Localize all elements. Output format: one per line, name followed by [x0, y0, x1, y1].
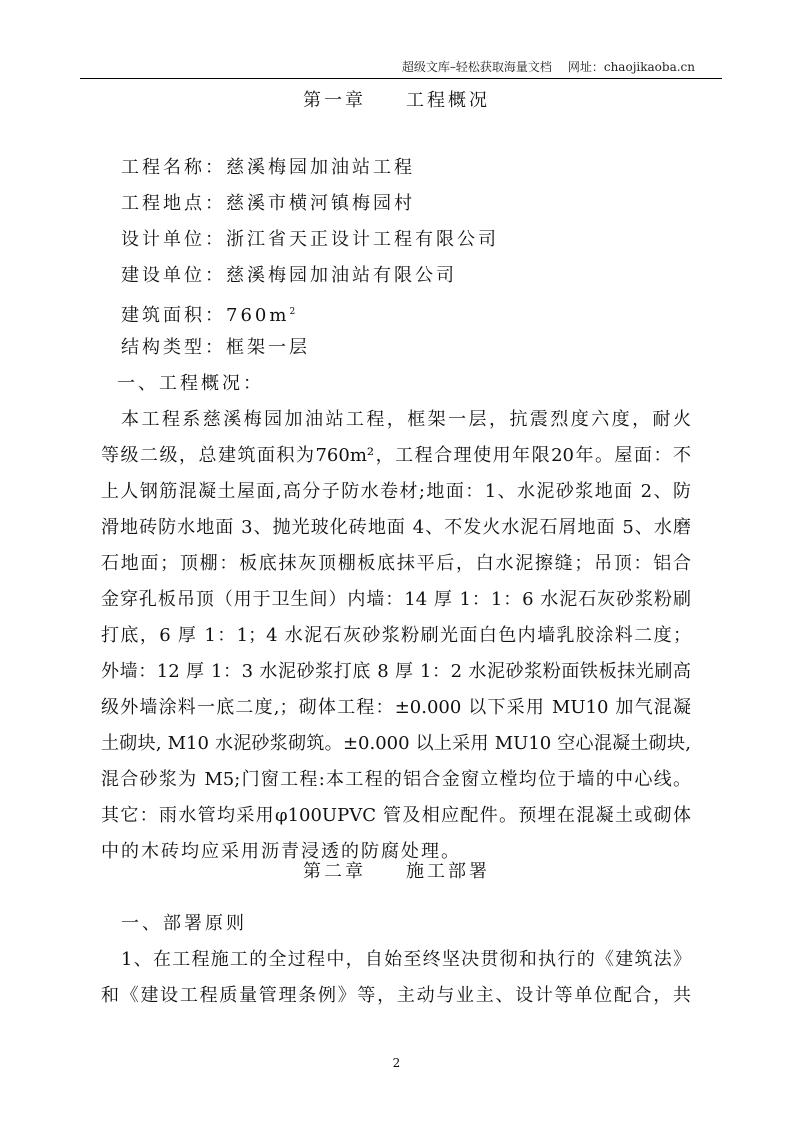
header-site: 超级文库–轻松获取海量文档 — [401, 60, 552, 74]
chapter-number: 第一章 — [303, 90, 366, 111]
paragraph-line: 外墙：12 厚 1：3 水泥砂浆打底 8 厚 1：2 水泥砂浆粉面铁板抹光刷高 — [101, 661, 691, 682]
paragraph-line: 石地面；顶棚：板底抹灰顶棚板底抹平后，白水泥擦缝；吊顶：铝合 — [101, 553, 691, 574]
paragraph-line: 本工程系慈溪梅园加油站工程，框架一层，抗震烈度六度，耐火 — [121, 409, 691, 430]
chapter-2-heading — [0, 857, 793, 883]
info-line: 设计单位：浙江省天正设计工程有限公司 — [121, 229, 499, 250]
area-superscript: 2 — [289, 307, 299, 317]
area-text: 建筑面积：760m — [121, 305, 290, 326]
info-line: 工程地点：慈溪市横河镇梅园村 — [121, 193, 415, 214]
paragraph-line: 中的木砖均应采用沥青浸透的防腐处理。 — [101, 841, 461, 862]
header-url: 网址：chaojikaoba.cn — [567, 60, 695, 74]
paragraph-line: 滑地砖防水地面 3、抛光玻化砖地面 4、不发火水泥石屑地面 5、水磨 — [101, 517, 691, 538]
page-header — [402, 58, 695, 75]
paragraph-line: 混合砂浆为 M5;门窗工程:本工程的铝合金窗立樘均位于墙的中心线。 — [101, 769, 691, 790]
paragraph-line: 和《建设工程质量管理条例》等，主动与业主、设计等单位配合，共 — [101, 985, 691, 1006]
header-rule — [80, 78, 722, 79]
chapter-title: 工程概况 — [406, 90, 490, 111]
page-number: 2 — [392, 1056, 401, 1070]
info-line — [121, 301, 298, 327]
chapter-1-heading — [0, 86, 793, 112]
chapter-title: 施工部署 — [406, 861, 490, 882]
section-heading: 一、工程概况： — [117, 373, 264, 394]
section-heading: 一、部署原则 — [121, 913, 247, 934]
paragraph-line: 1、在工程施工的全过程中，自始至终坚决贯彻和执行的《建筑法》 — [121, 949, 691, 970]
info-line: 建设单位：慈溪梅园加油站有限公司 — [121, 265, 457, 286]
paragraph-line: 金穿孔板吊顶（用于卫生间）内墙：14 厚 1：1：6 水泥石灰砂浆粉刷 — [101, 589, 691, 610]
paragraph-line: 打底，6 厚 1：1；4 水泥石灰砂浆粉刷光面白色内墙乳胶涂料二度； — [101, 625, 691, 646]
info-line: 结构类型：框架一层 — [121, 337, 310, 358]
paragraph-line: 等级二级，总建筑面积为760m²，工程合理使用年限20年。屋面：不 — [101, 445, 691, 466]
chapter-number: 第二章 — [303, 861, 366, 882]
paragraph-line: 土砌块, M10 水泥砂浆砌筑。±0.000 以上采用 MU10 空心混凝土砌块, — [101, 733, 691, 754]
paragraph-line: 级外墙涂料一底二度,；砌体工程：±0.000 以下采用 MU10 加气混凝 — [101, 697, 691, 718]
paragraph-line: 其它：雨水管均采用φ100UPVC 管及相应配件。预埋在混凝土或砌体 — [101, 805, 691, 826]
info-line: 工程名称：慈溪梅园加油站工程 — [121, 157, 415, 178]
paragraph-line: 上人钢筋混凝土屋面,高分子防水卷材;地面：1、水泥砂浆地面 2、防 — [101, 481, 691, 502]
